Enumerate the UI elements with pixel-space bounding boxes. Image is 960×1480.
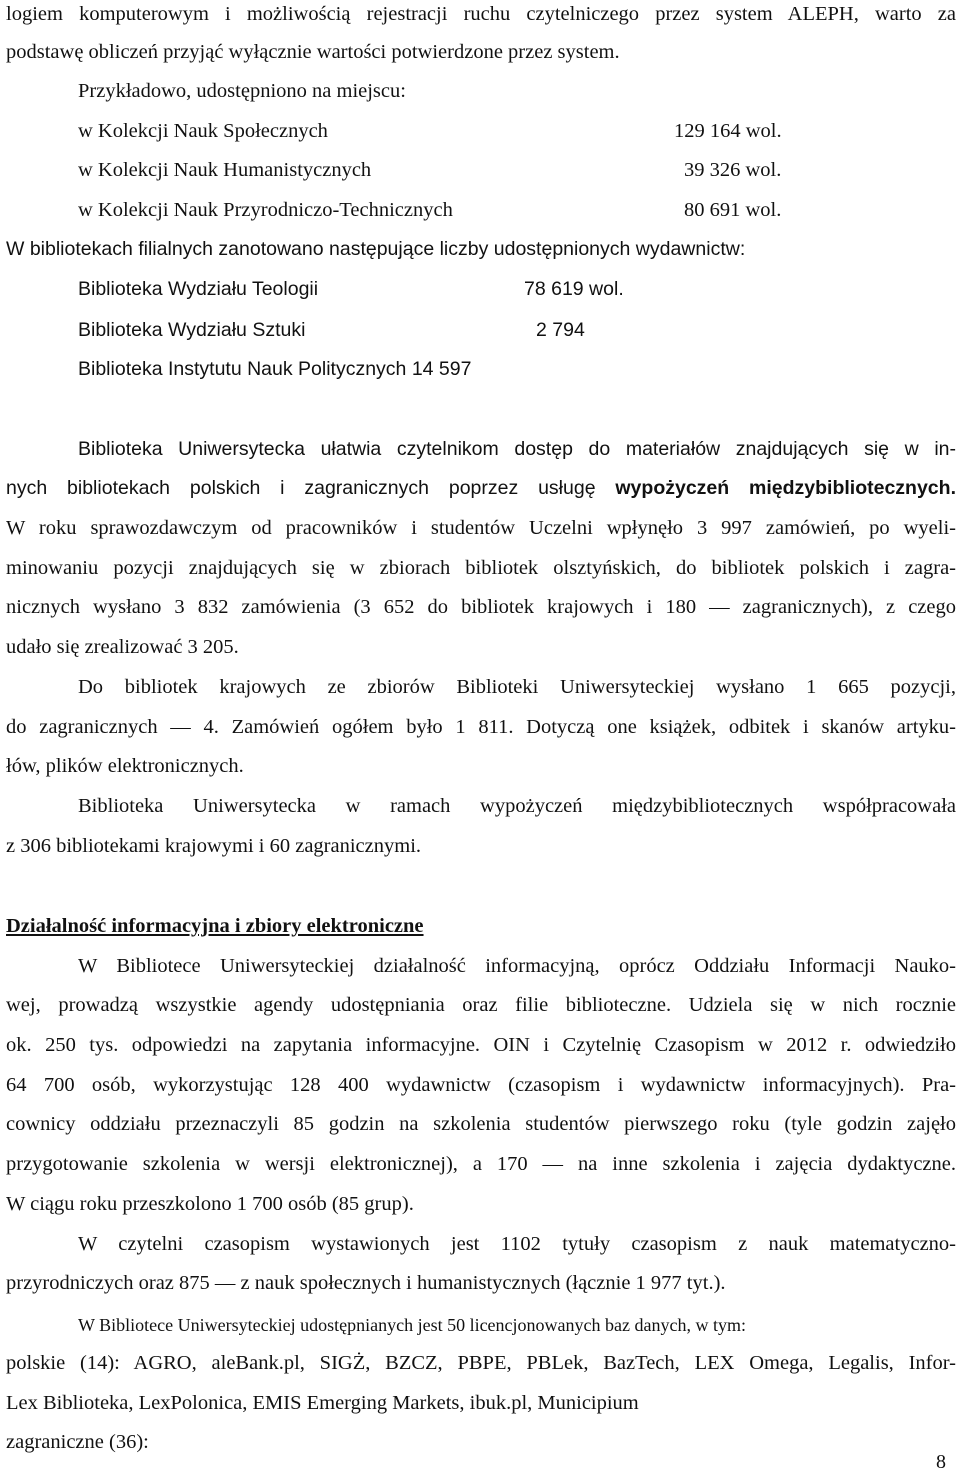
text-line: przygotowanie szkolenia w wersji elektronicznej), a 170 — na inne szkolenia i zajęcia dydaktyczne. bbox=[6, 1153, 956, 1175]
collection-row bbox=[78, 156, 956, 196]
bold-term: wypożyczeń międzybibliotecznych. bbox=[615, 477, 956, 499]
collection-label: w Kolekcji Nauk Społecznych bbox=[78, 120, 328, 142]
text-line: Lex Biblioteka, LexPolonica, EMIS Emerging Markets, ibuk.pl, Municipium bbox=[6, 1392, 639, 1414]
text-line: W Bibliotece Uniwersyteckiej udostępnianych jest 50 licencjonowanych baz danych, w tym: bbox=[78, 1315, 746, 1335]
text-line: zagraniczne (36): bbox=[6, 1431, 149, 1453]
branch-row bbox=[78, 355, 956, 395]
text-line: udało się zrealizować 3 205. bbox=[6, 636, 239, 658]
text-line: do zagranicznych — 4. Zamówień ogółem było 1 811. Dotyczą one książek, odbitek i skanów artyku- bbox=[6, 716, 956, 738]
text-line: logiem komputerowym i możliwością rejestracji ruchu czytelniczego przez system ALEPH, warto za bbox=[6, 3, 956, 25]
branch-row bbox=[78, 275, 956, 315]
collection-label: w Kolekcji Nauk Przyrodniczo-Technicznych bbox=[78, 199, 453, 221]
text-line: Biblioteka Uniwersytecka w ramach wypożyczeń międzybibliotecznych współpracowała bbox=[78, 795, 956, 817]
branch-label: Biblioteka Wydziału Teologii bbox=[78, 278, 319, 300]
branch-value: 78 619 wol. bbox=[524, 278, 624, 300]
text-line: W czytelni czasopism wystawionych jest 1102 tytuły czasopism z nauk matematyczno- bbox=[78, 1233, 956, 1255]
branch-row bbox=[78, 316, 956, 356]
text-line: podstawę obliczeń przyjąć wyłącznie wartości potwierdzone przez system. bbox=[6, 41, 620, 63]
text-line: W ciągu roku przeszkolono 1 700 osób (85 grup). bbox=[6, 1193, 414, 1215]
collection-value: 80 691 wol. bbox=[684, 199, 782, 221]
section-heading: Działalność informacyjna i zbiory elektroniczne bbox=[6, 915, 424, 937]
text-line: przyrodniczych oraz 875 — z nauk społecznych i humanistycznych (łącznie 1 977 tyt.). bbox=[6, 1272, 726, 1294]
text-line: nicznych wysłano 3 832 zamówienia (3 652 do bibliotek krajowych i 180 — zagranicznych), z czego bbox=[6, 596, 956, 618]
text-line: cownicy oddziału przeznaczyli 85 godzin na szkolenia studentów pierwszego roku (tyle godzin zajęło bbox=[6, 1113, 956, 1135]
branch-intro: W bibliotekach filialnych zanotowano następujące liczby udostępnionych wydawnictw: bbox=[6, 238, 746, 260]
branch-value: 2 794 bbox=[536, 319, 585, 341]
text-line: W roku sprawozdawczym od pracowników i studentów Uczelni wpłynęło 3 997 zamówień, po wyeli- bbox=[6, 517, 956, 539]
page-number: 8 bbox=[936, 1451, 946, 1473]
collection-label: w Kolekcji Nauk Humanistycznych bbox=[78, 159, 372, 181]
text-line: polskie (14): AGRO, aleBank.pl, SIGŻ, BZCZ, PBPE, PBLek, BazTech, LEX Omega, Legalis, Infor- bbox=[6, 1352, 956, 1374]
list-intro: Przykładowo, udostępniono na miejscu: bbox=[78, 80, 406, 102]
text-line: minowaniu pozycji znajdujących się w zbiorach bibliotek olsztyńskich, do bibliotek polskich i zagra- bbox=[6, 557, 956, 579]
collection-value: 39 326 wol. bbox=[684, 159, 782, 181]
text-line: z 306 bibliotekami krajowymi i 60 zagranicznymi. bbox=[6, 835, 422, 857]
branch-label: Biblioteka Instytutu Nauk Politycznych 14 597 bbox=[78, 358, 472, 380]
text-line: 64 700 osób, wykorzystując 128 400 wydawnictw (czasopism i wydawnictw informacyjnych). Pra- bbox=[6, 1074, 956, 1096]
text-line: ok. 250 tys. odpowiedzi na zapytania informacyjne. OIN i Czytelnię Czasopism w 2012 r. odwiedziło bbox=[6, 1034, 956, 1056]
collection-value: 129 164 wol. bbox=[674, 120, 782, 142]
text-line: wej, prowadzą wszystkie agendy udostępniania oraz filie biblioteczne. Udziela się w nich rocznie bbox=[6, 994, 956, 1016]
text-line bbox=[6, 474, 956, 514]
collection-row bbox=[78, 117, 956, 157]
text-line: Do bibliotek krajowych ze zbiorów Biblioteki Uniwersyteckiej wysłano 1 665 pozycji, bbox=[78, 676, 956, 698]
collection-row bbox=[78, 196, 956, 236]
branch-label: Biblioteka Wydziału Sztuki bbox=[78, 319, 306, 341]
text-line: łów, plików elektronicznych. bbox=[6, 755, 244, 777]
text-line: Biblioteka Uniwersytecka ułatwia czytelnikom dostęp do materiałów znajdujących się w in- bbox=[78, 438, 956, 460]
text-span: nych bibliotekach polskich i zagranicznych poprzez usługę bbox=[6, 477, 616, 499]
text-line: W Bibliotece Uniwersyteckiej działalność informacyjną, oprócz Oddziału Informacji Nauko- bbox=[78, 955, 956, 977]
